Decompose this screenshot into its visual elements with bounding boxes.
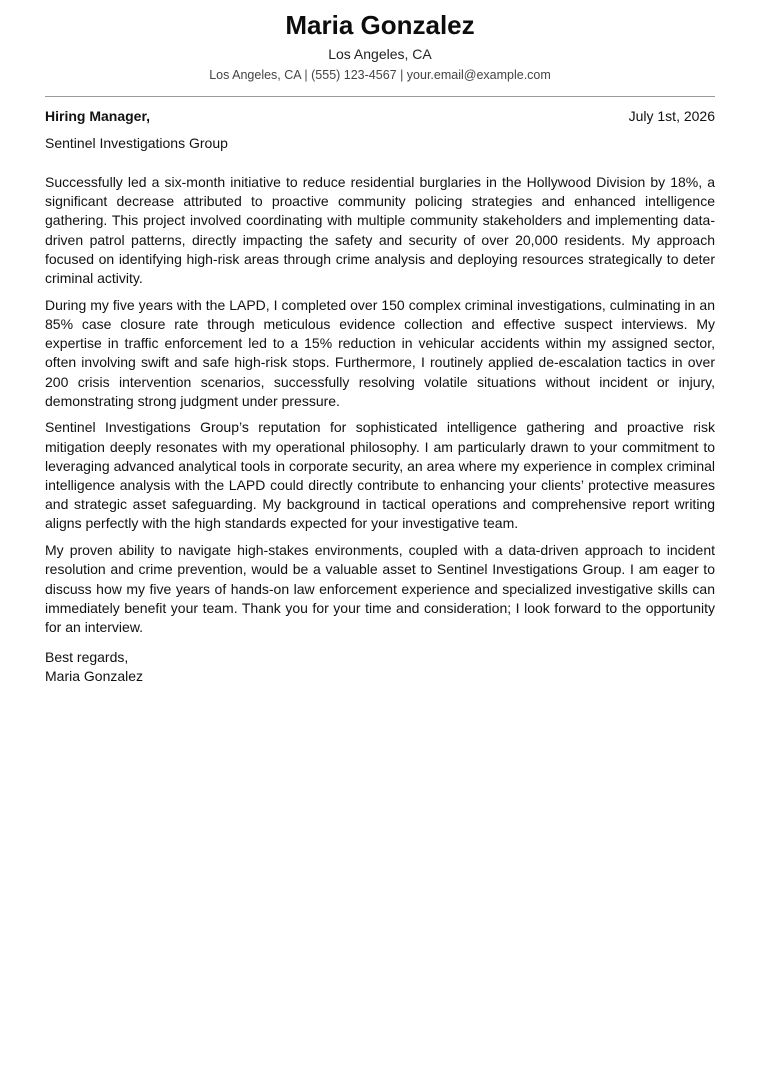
signature-name: Maria Gonzalez [45, 668, 144, 685]
recipient-date-row [45, 107, 715, 125]
header-divider [45, 96, 715, 97]
body-paragraph: My proven ability to navigate high-stakes environments, coupled with a data-driven approach to incident resolution and crime prevention, would be a valuable asset to Sentinel Investigations Group. I am eager to discuss how my five years of hands-on law enforcement experience and specialized investigative skills can immediately benefit your team. Thank you for your time and consideration; I look forward to the opportunity for an interview. [45, 542, 715, 635]
body-paragraph: Successfully led a six-month initiative to reduce residential burglaries in the Hollywood Division by 18%, a significant decrease attributed to proactive community policing strategies and enhanced intelligence gathering. This project involved coordinating with multiple community stakeholders and implementing data-driven patrol patterns, directly impacting the safety and security of over 20,000 residents. My approach focused on identifying high-risk areas through crime analysis and deploying resources strategically to deter criminal activity. [45, 174, 715, 287]
applicant-name: Maria Gonzalez [285, 10, 475, 40]
body-paragraph: During my five years with the LAPD, I completed over 150 complex criminal investigations, culminating in an 85% case closure rate through meticulous evidence collection and effective suspect interviews. My expertise in traffic enforcement led to a 15% reduction in vehicular accidents within my assigned sector, often involving swift and safe high-risk stops. Furthermore, I routinely applied de-escalation tactics in over 200 crisis intervention scenarios, successfully resolving volatile situations without incident or injury, demonstrating strong judgment under pressure. [45, 296, 715, 409]
letter-date: July 1st, 2026 [628, 108, 715, 124]
recipient-company: Sentinel Investigations Group [45, 135, 228, 151]
applicant-contact-line: Los Angeles, CA | (555) 123-4567 | your.email@example.com [209, 68, 551, 82]
letter-closing [45, 648, 715, 686]
sign-off: Best regards, [45, 649, 129, 666]
letter-body [45, 173, 715, 637]
applicant-location: Los Angeles, CA [328, 46, 432, 62]
body-paragraph: Sentinel Investigations Group’s reputation for sophisticated intelligence gathering and proactive risk mitigation deeply resonates with my operational philosophy. I am particularly drawn to your commitment to leveraging advanced analytical tools in corporate security, an area where my experience in complex criminal intelligence analysis with the LAPD could directly contribute to enhancing your clients’ protective measures and strategic asset safeguarding. My background in tactical operations and comprehensive report writing aligns perfectly with the high standards expected for your investigative team. [45, 419, 715, 532]
letter-header [45, 0, 715, 83]
recipient-salutation: Hiring Manager, [45, 108, 151, 124]
